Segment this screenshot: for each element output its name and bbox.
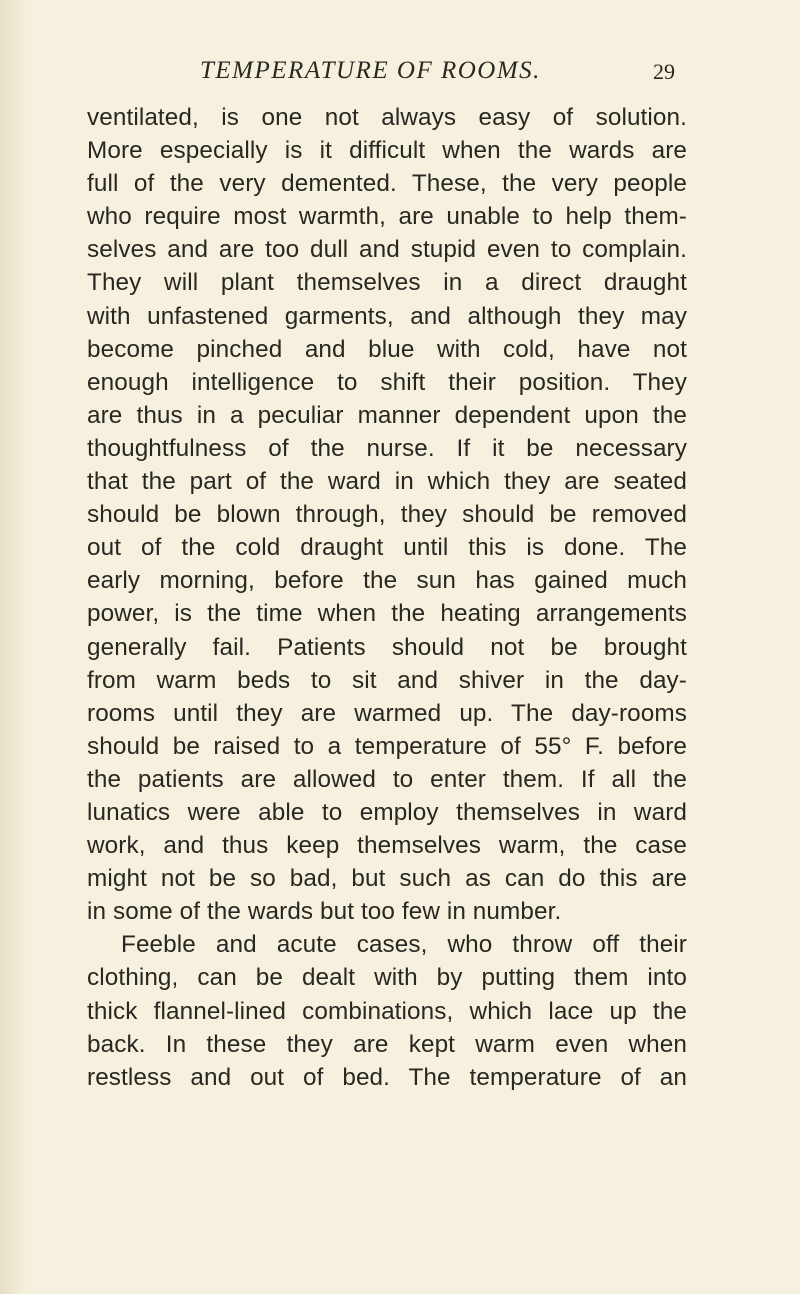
text-line: should be blown through, they should be removed (87, 501, 687, 529)
text-line: become pinched and blue with cold, have not (87, 335, 687, 363)
page-number: 29 (653, 59, 675, 84)
text-line: the patients are allowed to enter them. If all the (87, 765, 687, 793)
text-line: full of the very demented. These, the very people (87, 170, 687, 198)
running-title: TEMPERATURE OF ROOMS. (200, 57, 541, 84)
text-line: enough intelligence to shift their position. They (87, 368, 687, 396)
text-line: should be raised to a temperature of 55° F. before (87, 732, 687, 760)
text-line: from warm beds to sit and shiver in the day- (87, 666, 687, 694)
text-line: They will plant themselves in a direct draught (87, 269, 687, 297)
text-line: thoughtfulness of the nurse. If it be necessary (87, 434, 687, 462)
text-line: power, is the time when the heating arrangements (87, 600, 687, 628)
text-line: thick flannel-lined combinations, which lace up the (87, 997, 687, 1025)
text-line: lunatics were able to employ themselves in ward (87, 798, 687, 826)
paragraph-first-line: Feeble and acute cases, who throw off their (121, 931, 687, 959)
text-line: with unfastened garments, and although they may (87, 302, 687, 330)
body-text (87, 101, 687, 1094)
text-line: selves and are too dull and stupid even to complain. (87, 236, 687, 264)
text-line: who require most warmth, are unable to help them- (87, 203, 687, 231)
text-line: might not be so bad, but such as can do this are (87, 865, 687, 893)
text-line: restless and out of bed. The temperature of an (87, 1063, 687, 1091)
text-line: ventilated, is one not always easy of solution. (87, 104, 687, 131)
text-line: More especially is it difficult when the wards are (87, 137, 687, 165)
text-line: generally fail. Patients should not be brought (87, 633, 687, 661)
text-line: clothing, can be dealt with by putting them into (87, 964, 687, 992)
text-line: rooms until they are warmed up. The day-rooms (87, 699, 687, 727)
text-line: are thus in a peculiar manner dependent upon the (87, 401, 687, 429)
text-line: work, and thus keep themselves warm, the case (87, 832, 687, 860)
text-line: out of the cold draught until this is done. The (87, 534, 687, 562)
text-line: in some of the wards but too few in number. (87, 898, 562, 926)
running-head (0, 57, 800, 91)
text-line: back. In these they are kept warm even when (87, 1030, 687, 1058)
text-line: that the part of the ward in which they are seated (87, 468, 687, 496)
text-line: early morning, before the sun has gained much (87, 567, 687, 595)
